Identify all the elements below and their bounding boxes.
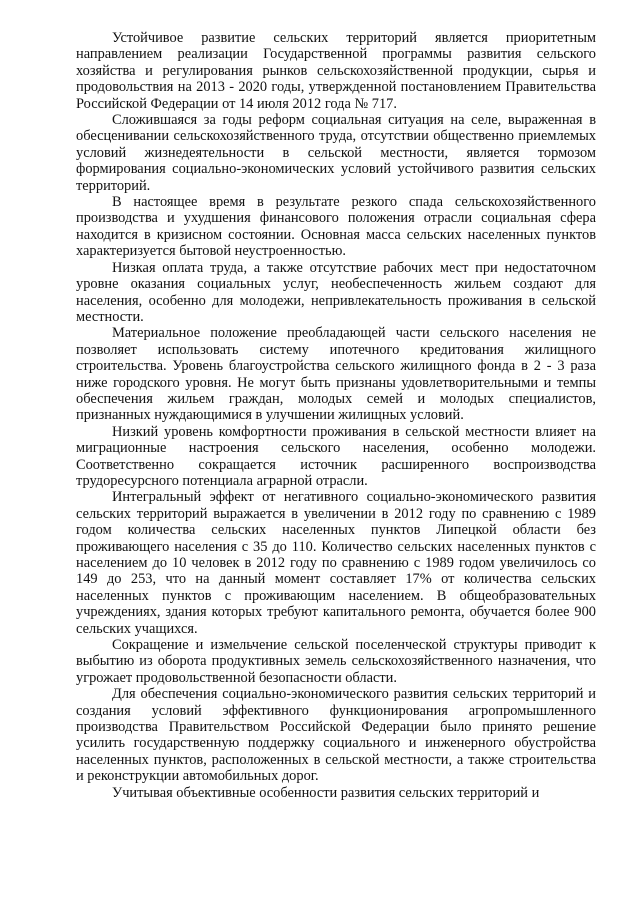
paragraph-government-support: Для обеспечения социально-экономического развития сельских территорий и создания условий эффективного функционирования агропромышленного производства Правительством Российской Федерации было принято решение усилить государственную поддержку социального и инженерного обустройства населенных пунктов, расположенных в сельской местности, а также строительства и реконструкции автомобильных дорог. (76, 686, 596, 785)
paragraph-housing-conditions: Материальное положение преобладающей части сельского населения не позволяет использовать систему ипотечного кредитования жилищного строительства. Уровень благоустройства сельского жилищного фонда в 2 - 3 раза ниже городского уровня. Не могут быть признаны удовлетворительными и темпы обеспечения жильем граждан, молодых семей и молодых специалистов, признанных нуждающимися в улучшении жилищных условий. (76, 325, 596, 424)
paragraph-sustainable-development: Устойчивое развитие сельских территорий является приоритетным направлением реализации Государственной программы развития сельского хозяйства и регулирования рынков сельскохозяйственной продукции, сырья и продовольствия на 2013 - 2020 годы, утвержденной постановлением Правительства Российской Федерации от 14 июля 2012 года № 717. (76, 30, 596, 112)
paragraph-integral-effect: Интегральный эффект от негативного социально-экономического развития сельских территорий выражается в увеличении в 2012 году по сравнению с 1989 годом количества сельских населенных пунктов Липецкой области без проживающего населения с 35 до 110. Количество сельских населенных пунктов с населением до 10 человек в 2012 году по сравнению с 1989 годом увеличилось со 149 до 253, что на данный момент составляет 17% от количества сельских населенных пунктов с проживающим населением. В общеобразовательных учреждениях, здания которых требуют капитального ремонта, обучается более 900 сельских учащихся. (76, 489, 596, 637)
paragraph-social-situation: Сложившаяся за годы реформ социальная ситуация на селе, выраженная в обесценивании сельскохозяйственного труда, отсутствии общественно приемлемых условий жизнедеятельности в сельской местности, является тормозом формирования социально-экономических условий устойчивого развития сельских территорий. (76, 112, 596, 194)
paragraph-objective-features: Учитывая объективные особенности развития сельских территорий и (112, 784, 540, 801)
paragraph-crisis-state: В настоящее время в результате резкого спада сельскохозяйственного производства и ухудшения финансового положения отрасли социальная сфера находится в кризисном состоянии. Основная масса сельских населенных пунктов характеризуется бытовой неустроенностью. (76, 194, 596, 260)
paragraph-settlement-reduction: Сокращение и измельчение сельской поселенческой структуры приводит к выбытию из оборота продуктивных земель сельскохозяйственного назначения, что угрожает продовольственной безопасности области. (76, 637, 596, 686)
paragraph-low-wages: Низкая оплата труда, а также отсутствие рабочих мест при недостаточном уровне оказания социальных услуг, необеспеченность жильем создают для населения, особенно для молодежи, непривлекательность проживания в сельской местности. (76, 259, 596, 325)
paragraph-migration: Низкий уровень комфортности проживания в сельской местности влияет на миграционные настроения сельского населения, особенно молодежи. Соответственно сокращается источник расширенного воспроизводства трудоресурсного потенциала аграрной отрасли. (76, 423, 596, 489)
